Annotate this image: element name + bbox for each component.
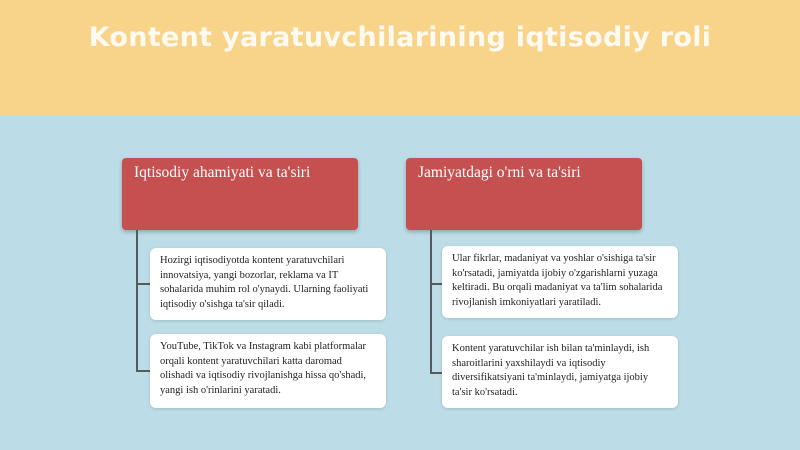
heading-label: Jamiyatdagi o'rni va ta'siri [418,164,581,181]
economic-impact-card-1 [150,248,386,320]
card-text: Hozirgi iqtisodiyotda kontent yaratuvchilari innovatsiya, yangi bozorlar, reklama va IT sohalarida muhim rol o'ynaydi. Ularning faoliyati iqtisodiy o'sishga ta'sir qiladi. [160,255,369,310]
social-role-card-1 [442,246,678,318]
connector-branch [136,283,150,285]
connector-line [136,230,138,370]
economic-impact-card-2 [150,334,386,408]
connector-branch [430,372,442,374]
social-role-heading [406,158,642,230]
card-text: Ular fikrlar, madaniyat va yoshlar o'sishiga ta'sir ko'rsatadi, jamiyatda ijobiy o'zgarishlarni yuzaga keltiradi. Bu orqali madaniyat va ta'lim sohalarida rivojlanish imkoniyatlari yaratiladi. [452,253,663,308]
connector-branch [136,370,150,372]
economic-impact-heading [122,158,358,230]
heading-label: Iqtisodiy ahamiyati va ta'siri [134,164,311,181]
slide-title: Kontent yaratuvchilarining iqtisodiy roli [88,22,712,53]
connector-line [430,230,432,373]
card-text: YouTube, TikTok va Instagram kabi platformalar orqali kontent yaratuvchilari katta daromad olishadi va iqtisodiy rivojlanishga hissa qo'shadi, yangi ish o'rinlarini yaratadi. [160,341,367,396]
connector-branch [430,283,442,285]
social-role-card-2 [442,336,678,408]
title-banner [0,0,800,116]
card-text: Kontent yaratuvchilar ish bilan ta'minlaydi, ish sharoitlarini yaxshilaydi va iqtisodiy diversifikatsiyani ta'minlaydi, jamiyatga ijobiy ta'sir ko'rsatadi. [452,343,650,398]
